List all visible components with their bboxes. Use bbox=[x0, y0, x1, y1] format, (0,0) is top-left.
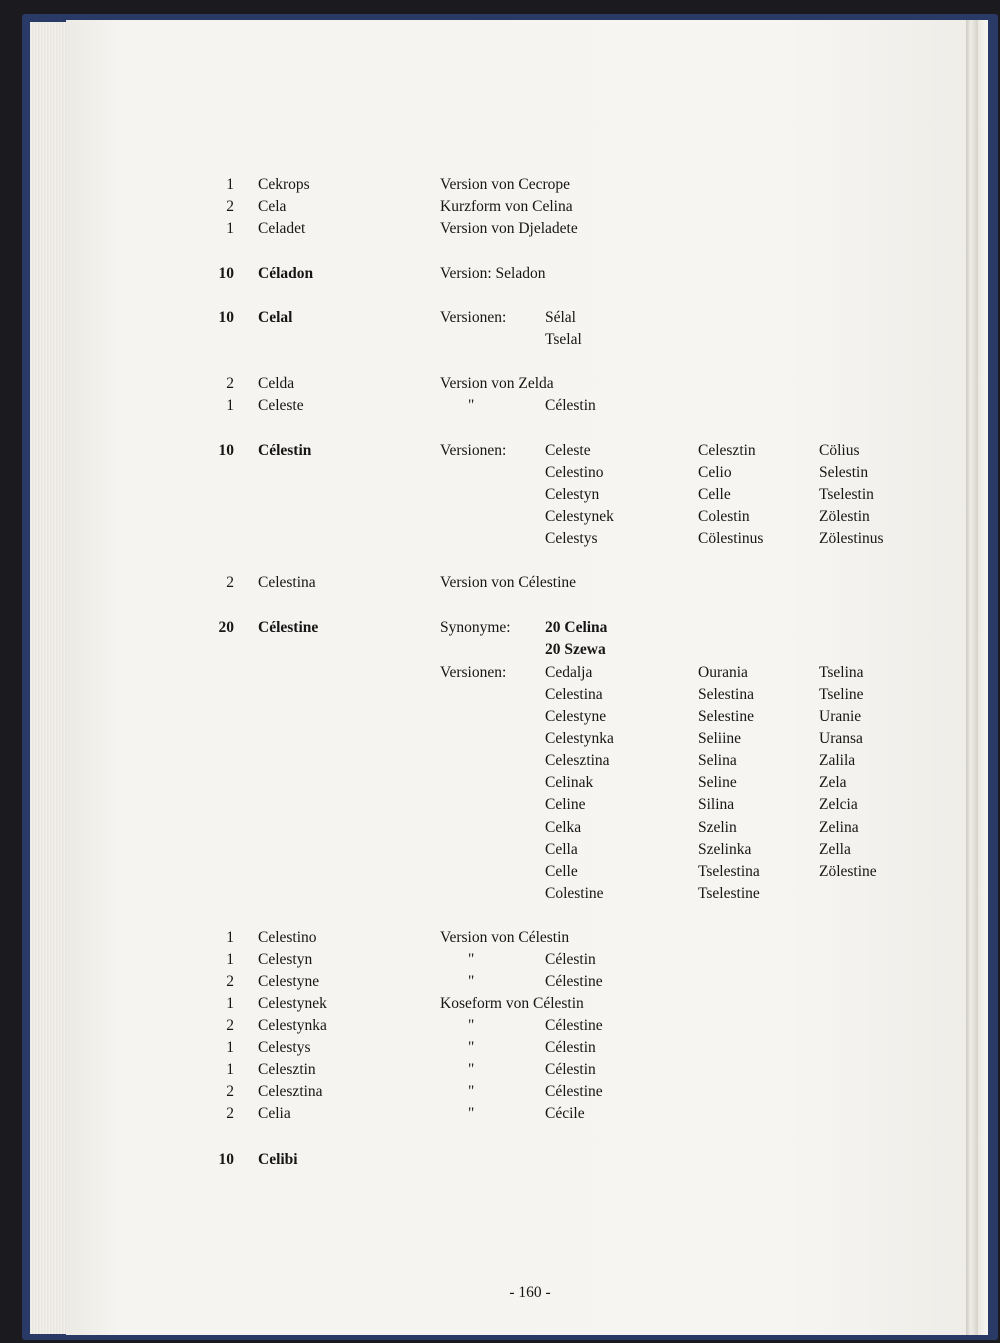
variant-col2: Celio bbox=[698, 464, 732, 481]
entry-name: Célestin bbox=[258, 442, 312, 459]
variant-col2: Tselestina bbox=[698, 863, 760, 880]
variant-col1: Celesztina bbox=[545, 752, 610, 769]
entry-description: Version: Seladon bbox=[440, 265, 546, 282]
variant-col1: Celle bbox=[545, 863, 578, 880]
entry-count: 1 bbox=[226, 951, 234, 968]
entry-description: Versionen: bbox=[440, 309, 507, 326]
variant-col1: Celestys bbox=[545, 530, 598, 547]
variant-col2: Colestin bbox=[698, 508, 750, 525]
entry-name: Cekrops bbox=[258, 176, 310, 193]
entry-name: Celestynek bbox=[258, 995, 327, 1012]
entry-count: 1 bbox=[226, 1039, 234, 1056]
entry-description: Versionen: bbox=[440, 442, 507, 459]
entry-description: " bbox=[468, 1061, 475, 1078]
entry-name: Celda bbox=[258, 375, 295, 392]
variant-col3: Zelina bbox=[819, 819, 859, 836]
variant-col1: Célestine bbox=[545, 1017, 603, 1034]
variant-col1: Celinak bbox=[545, 774, 594, 791]
variant-col2: Szelinka bbox=[698, 841, 752, 858]
variant-col3: Zela bbox=[819, 774, 847, 791]
variant-col2: Seline bbox=[698, 774, 737, 791]
entry-name: Celadet bbox=[258, 220, 306, 237]
entry-count: 2 bbox=[226, 574, 234, 591]
variant-col1: Célestin bbox=[545, 1061, 596, 1078]
entry-count: 10 bbox=[218, 265, 234, 282]
entry-count: 1 bbox=[226, 1061, 234, 1078]
variant-col2: Szelin bbox=[698, 819, 737, 836]
page-gutter bbox=[966, 20, 978, 1335]
entry-count: 1 bbox=[226, 220, 234, 237]
variant-col3: Zölestinus bbox=[819, 530, 884, 547]
entry-count: 1 bbox=[226, 929, 234, 946]
entry-name: Celestyn bbox=[258, 951, 313, 968]
facing-page-edge bbox=[978, 20, 988, 1335]
variant-col2: Silina bbox=[698, 796, 735, 813]
variant-col1: Cella bbox=[545, 841, 578, 858]
entry-name: Celestys bbox=[258, 1039, 311, 1056]
variant-col3: Tseline bbox=[819, 686, 864, 703]
entry-count: 2 bbox=[226, 1017, 234, 1034]
variant-col1: Celestyne bbox=[545, 708, 607, 725]
variant-col1: Celine bbox=[545, 796, 586, 813]
entry-name: Celestyne bbox=[258, 973, 320, 990]
entry-name: Celesztin bbox=[258, 1061, 316, 1078]
variant-col1: Tselal bbox=[545, 331, 582, 348]
entry-description: Synonyme: bbox=[440, 619, 511, 636]
variant-col3: Zölestin bbox=[819, 508, 870, 525]
entry-count: 1 bbox=[226, 995, 234, 1012]
variant-col3: Selestin bbox=[819, 464, 869, 481]
entry-name: Céladon bbox=[258, 265, 314, 282]
variant-col1: Sélal bbox=[545, 309, 576, 326]
entry-name: Celibi bbox=[258, 1151, 298, 1168]
variant-col2: Selina bbox=[698, 752, 737, 769]
entry-name: Celal bbox=[258, 309, 293, 326]
entry-description: " bbox=[468, 397, 475, 414]
entry-description: Version von Zelda bbox=[440, 375, 554, 392]
variant-col3: Zelcia bbox=[819, 796, 858, 813]
entry-name: Celestino bbox=[258, 929, 317, 946]
variant-col1: Célestine bbox=[545, 973, 603, 990]
variant-col1: Cedalja bbox=[545, 664, 593, 681]
variant-col2: Celle bbox=[698, 486, 731, 503]
entry-count: 2 bbox=[226, 1105, 234, 1122]
variant-col3: Tselina bbox=[819, 664, 864, 681]
variant-col3: Tselestin bbox=[819, 486, 874, 503]
variant-col1: Celka bbox=[545, 819, 582, 836]
entry-count: 1 bbox=[226, 176, 234, 193]
variant-col1: Colestine bbox=[545, 885, 604, 902]
entry-description: " bbox=[468, 1105, 475, 1122]
entry-count: 2 bbox=[226, 1083, 234, 1100]
variant-col2: Tselestine bbox=[698, 885, 760, 902]
entry-name: Célestine bbox=[258, 619, 319, 636]
entry-description: Koseform von Célestin bbox=[440, 995, 584, 1012]
entry-description: Version von Célestine bbox=[440, 574, 577, 591]
entry-count: 10 bbox=[218, 1151, 234, 1168]
entry-name: Celestynka bbox=[258, 1017, 327, 1034]
entry-name: Cela bbox=[258, 198, 287, 215]
variant-col3: Zölestine bbox=[819, 863, 877, 880]
entry-count: 20 bbox=[218, 619, 234, 636]
variant-col1: 20 Szewa bbox=[545, 641, 606, 658]
variant-col3: Zella bbox=[819, 841, 851, 858]
entry-description: Version von Célestin bbox=[440, 929, 570, 946]
entry-count: 2 bbox=[226, 375, 234, 392]
page-number: - 160 - bbox=[509, 1284, 551, 1301]
variant-col1: Célestin bbox=[545, 1039, 596, 1056]
entry-count: 2 bbox=[226, 973, 234, 990]
entry-name: Celestina bbox=[258, 574, 316, 591]
variant-col1: Celestyn bbox=[545, 486, 600, 503]
variant-col2: Seliine bbox=[698, 730, 742, 747]
entry-name: Celeste bbox=[258, 397, 304, 414]
entry-description: " bbox=[468, 973, 475, 990]
variant-col2: Ourania bbox=[698, 664, 748, 681]
entry-description: Version von Djeladete bbox=[440, 220, 578, 237]
entry-description: " bbox=[468, 1017, 475, 1034]
variant-col1: Celestina bbox=[545, 686, 603, 703]
entry-count: 2 bbox=[226, 198, 234, 215]
variant-col3: Zalila bbox=[819, 752, 856, 769]
variant-col1: Celestynka bbox=[545, 730, 614, 747]
variant-col1: Celestynek bbox=[545, 508, 614, 525]
variant-col1: Célestin bbox=[545, 397, 596, 414]
entry-description: Kurzform von Celina bbox=[440, 198, 573, 215]
variant-col2: Celesztin bbox=[698, 442, 756, 459]
entry-description: " bbox=[468, 1039, 475, 1056]
entry-count: 10 bbox=[218, 309, 234, 326]
entry-description: " bbox=[468, 951, 475, 968]
variant-col2: Selestine bbox=[698, 708, 754, 725]
entry-description: Versionen: bbox=[440, 664, 507, 681]
entry-name: Celesztina bbox=[258, 1083, 323, 1100]
variant-col3: Uransa bbox=[819, 730, 863, 747]
variant-col1: Célestin bbox=[545, 951, 596, 968]
variant-col1: Celestino bbox=[545, 464, 604, 481]
variant-col2: Cölestinus bbox=[698, 530, 764, 547]
variant-col1: 20 Celina bbox=[545, 619, 608, 636]
variant-col1: Célestine bbox=[545, 1083, 603, 1100]
variant-col1: Cécile bbox=[545, 1105, 585, 1122]
variant-col3: Uranie bbox=[819, 708, 862, 725]
entry-name: Celia bbox=[258, 1105, 291, 1122]
entry-count: 10 bbox=[218, 442, 234, 459]
entry-description: Version von Cecrope bbox=[440, 176, 570, 193]
variant-col1: Celeste bbox=[545, 442, 591, 459]
variant-col2: Selestina bbox=[698, 686, 754, 703]
entry-description: " bbox=[468, 1083, 475, 1100]
variant-col3: Cölius bbox=[819, 442, 860, 459]
entry-count: 1 bbox=[226, 397, 234, 414]
